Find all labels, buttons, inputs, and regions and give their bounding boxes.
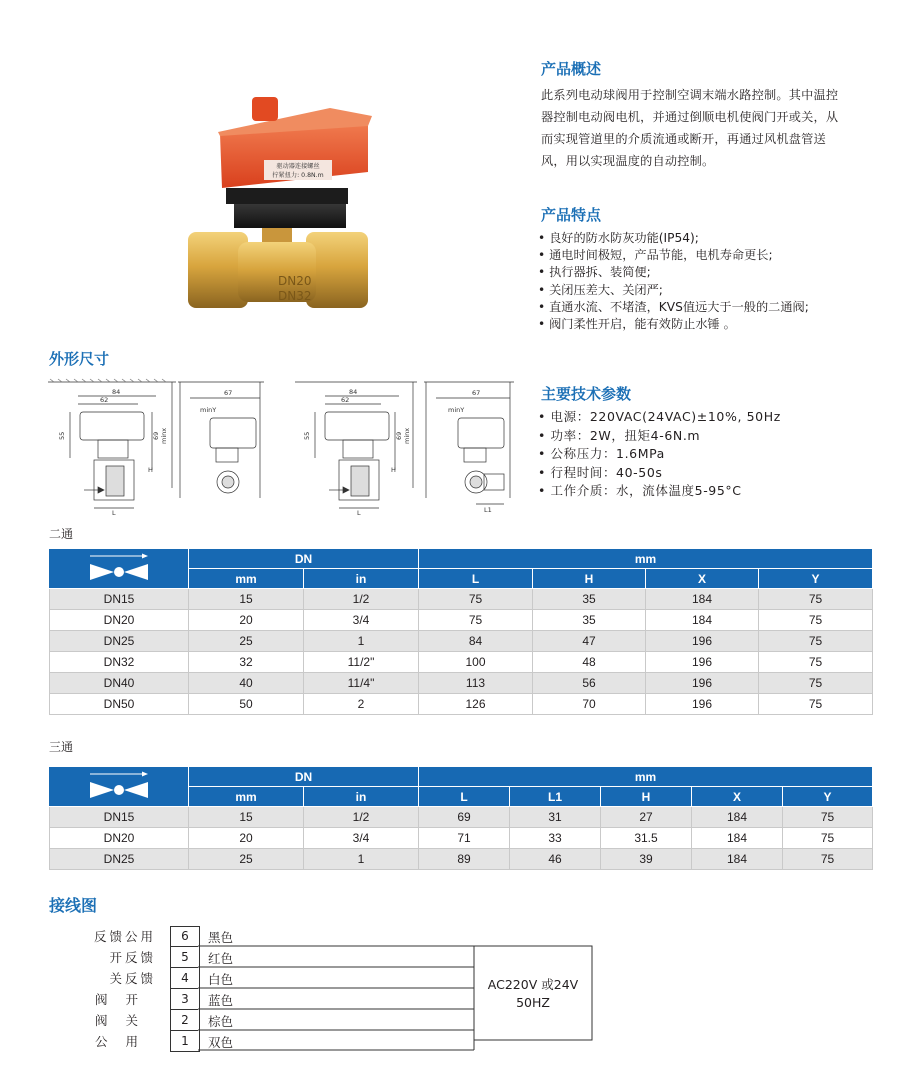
- svg-text:69: 69: [152, 431, 160, 440]
- table-cell: 75: [759, 610, 873, 631]
- table-cell: 15: [189, 807, 304, 828]
- table-cell: DN15: [50, 807, 189, 828]
- terminal-number: 4: [181, 971, 189, 985]
- table-cell: 196: [646, 631, 759, 652]
- svg-text:L1: L1: [484, 506, 492, 514]
- table-cell: 75: [759, 673, 873, 694]
- table-cell: 100: [419, 652, 533, 673]
- svg-text:minx: minx: [160, 427, 168, 444]
- column-header: in: [304, 569, 419, 589]
- table-cell: 25: [189, 849, 304, 870]
- power-supply-box: [474, 976, 592, 1012]
- table-2way: [49, 549, 873, 715]
- label-line1: 驱动器连接螺丝: [276, 163, 320, 170]
- terminal-number: 6: [181, 929, 189, 943]
- svg-text:67: 67: [472, 389, 481, 397]
- svg-text:55: 55: [303, 431, 311, 440]
- table-cell: 75: [759, 652, 873, 673]
- table-cell: 184: [692, 849, 783, 870]
- table-cell: 196: [646, 694, 759, 715]
- table-cell: 1/2: [304, 589, 419, 610]
- svg-text:67: 67: [224, 389, 233, 397]
- column-header: L1: [510, 787, 601, 807]
- wire-color: 黑色: [208, 930, 234, 945]
- feature-item: • 直通水流、不堵渣，KVS值远大于一般的二通阀;: [538, 299, 898, 316]
- table-row: [50, 631, 873, 652]
- table-cell: 1: [304, 631, 419, 652]
- overview-title: 产品概述: [541, 60, 602, 78]
- overview-line: 而实现管道里的介质流通或断开，再通过风机盘管送: [541, 132, 826, 146]
- table-cell: 2: [304, 694, 419, 715]
- overview-line: 器控制电动阀电机，并通过倒顺电机使阀门开或关，从: [541, 110, 839, 124]
- feature-item: • 关闭压差大、关闭严;: [538, 282, 898, 299]
- table-cell: DN20: [50, 610, 189, 631]
- table-row: [50, 589, 873, 610]
- group-header-dn: DN: [189, 767, 419, 787]
- wire-label: 反馈公用: [93, 929, 156, 944]
- group-header-mm: mm: [419, 549, 873, 569]
- table-3way: [49, 767, 873, 870]
- table-cell: 25: [189, 631, 304, 652]
- param-item: • 公称压力：1.6MPa: [538, 445, 878, 464]
- terminal-number: 1: [181, 1034, 189, 1048]
- overview-line: 风，用以实现温度的自动控制。: [541, 154, 715, 168]
- table-cell: DN20: [50, 828, 189, 849]
- param-item: • 行程时间：40-50s: [538, 464, 878, 483]
- table-cell: 184: [646, 589, 759, 610]
- table-cell: 75: [759, 694, 873, 715]
- feature-item: • 执行器拆、装简便;: [538, 264, 898, 281]
- table-row: [50, 807, 873, 828]
- feature-item: • 阀门柔性开启，能有效防止水锤 。: [538, 316, 898, 333]
- terminal-block: [170, 926, 200, 1052]
- table-cell: 89: [419, 849, 510, 870]
- svg-text:69: 69: [395, 431, 403, 440]
- valve-symbol-icon: [50, 549, 189, 589]
- features-list: [538, 230, 898, 333]
- wire-color: 双色: [208, 1035, 234, 1050]
- table-cell: 33: [510, 828, 601, 849]
- table-cell: 31: [510, 807, 601, 828]
- table-2way-body: [50, 589, 873, 715]
- svg-text:62: 62: [341, 396, 350, 404]
- svg-text:84: 84: [349, 388, 358, 396]
- table-cell: 70: [533, 694, 646, 715]
- product-photo: [180, 92, 380, 322]
- table-row: [50, 828, 873, 849]
- supply-voltage: AC220V 或24V: [487, 977, 579, 992]
- dimension-drawing-3way-front: [422, 378, 517, 516]
- column-header: in: [304, 787, 419, 807]
- table-cell: 31.5: [601, 828, 692, 849]
- table-row: [50, 652, 873, 673]
- table-cell: 48: [533, 652, 646, 673]
- table-cell: 35: [533, 610, 646, 631]
- group-header-dn: DN: [189, 549, 419, 569]
- table-cell: 75: [759, 631, 873, 652]
- table-cell: DN40: [50, 673, 189, 694]
- table-cell: DN50: [50, 694, 189, 715]
- wire-color: 蓝色: [208, 993, 234, 1008]
- dimension-drawing-2way-side: [48, 378, 178, 516]
- table-cell: 1/2: [304, 807, 419, 828]
- table-cell: 184: [646, 610, 759, 631]
- table-cell: 27: [601, 807, 692, 828]
- table-cell: 75: [419, 610, 533, 631]
- table-cell: 75: [783, 807, 873, 828]
- svg-text:minY: minY: [200, 406, 217, 414]
- dimension-drawing-3way-side: [295, 378, 420, 516]
- table-cell: 69: [419, 807, 510, 828]
- table-cell: DN15: [50, 589, 189, 610]
- table-cell: 20: [189, 828, 304, 849]
- table-cell: 39: [601, 849, 692, 870]
- table-cell: 56: [533, 673, 646, 694]
- group-header-mm: mm: [419, 767, 873, 787]
- supply-frequency: 50HZ: [516, 995, 550, 1010]
- wire-label: 阀关: [94, 1013, 156, 1028]
- table-cell: 11/4": [304, 673, 419, 694]
- wiring-title: 接线图: [49, 896, 98, 915]
- valve-symbol-icon: [50, 767, 189, 807]
- params-list: [538, 408, 878, 501]
- table-3way-caption: 三通: [49, 740, 74, 754]
- svg-text:H: H: [148, 466, 153, 474]
- table-cell: 1: [304, 849, 419, 870]
- body-mark-1: DN20: [278, 274, 312, 288]
- column-header: H: [601, 787, 692, 807]
- svg-text:55: 55: [58, 431, 66, 440]
- column-header: X: [692, 787, 783, 807]
- features-title: 产品特点: [541, 206, 602, 224]
- body-mark-2: DN32: [278, 289, 312, 303]
- table-row: [50, 673, 873, 694]
- column-header: mm: [189, 787, 304, 807]
- table-cell: 75: [783, 849, 873, 870]
- table-cell: 84: [419, 631, 533, 652]
- column-header: mm: [189, 569, 304, 589]
- wire-label: 公用: [94, 1034, 156, 1049]
- table-row: [50, 610, 873, 631]
- table-cell: 32: [189, 652, 304, 673]
- table-cell: 75: [419, 589, 533, 610]
- svg-text:L: L: [112, 509, 116, 516]
- feature-item: • 通电时间极短，产品节能，电机寿命更长;: [538, 247, 898, 264]
- table-cell: 3/4: [304, 828, 419, 849]
- dimension-drawing-2way-front: [176, 378, 266, 516]
- table-cell: 71: [419, 828, 510, 849]
- table-cell: 47: [533, 631, 646, 652]
- column-header: Y: [759, 569, 873, 589]
- svg-text:L: L: [357, 509, 361, 516]
- table-cell: DN25: [50, 631, 189, 652]
- table-cell: 184: [692, 828, 783, 849]
- table-cell: 196: [646, 673, 759, 694]
- column-header: H: [533, 569, 646, 589]
- terminal-number: 2: [181, 1013, 189, 1027]
- column-header: L: [419, 569, 533, 589]
- params-title: 主要技术参数: [541, 385, 632, 403]
- svg-text:minx: minx: [403, 427, 411, 444]
- param-item: • 电源：220VAC(24VAC)±10%, 50Hz: [538, 408, 878, 427]
- table-row: [50, 849, 873, 870]
- wire-label: 开反馈: [109, 950, 156, 965]
- param-item: • 工作介质：水，流体温度5-95°C: [538, 482, 878, 501]
- wire-color: 棕色: [208, 1014, 234, 1029]
- table-cell: 126: [419, 694, 533, 715]
- table-cell: 75: [783, 828, 873, 849]
- column-header: X: [646, 569, 759, 589]
- table-cell: 40: [189, 673, 304, 694]
- table-cell: 75: [759, 589, 873, 610]
- overview-line: 此系列电动球阀用于控制空调末端水路控制。其中温控: [541, 88, 839, 102]
- svg-text:62: 62: [100, 396, 109, 404]
- svg-text:H: H: [391, 466, 396, 474]
- wire-label: 阀开: [94, 992, 156, 1007]
- wire-label: 关反馈: [109, 971, 156, 986]
- svg-text:minY: minY: [448, 406, 465, 414]
- table-cell: DN32: [50, 652, 189, 673]
- dimensions-title: 外形尺寸: [49, 350, 110, 368]
- table-row: [50, 694, 873, 715]
- column-header: Y: [783, 787, 873, 807]
- table-cell: 184: [692, 807, 783, 828]
- param-item: • 功率：2W，扭矩4-6N.m: [538, 427, 878, 446]
- svg-text:84: 84: [112, 388, 121, 396]
- table-cell: DN25: [50, 849, 189, 870]
- table-cell: 15: [189, 589, 304, 610]
- table-cell: 113: [419, 673, 533, 694]
- overview-text: [541, 84, 891, 172]
- feature-item: • 良好的防水防灰功能(IP54);: [538, 230, 898, 247]
- table-cell: 3/4: [304, 610, 419, 631]
- table-cell: 196: [646, 652, 759, 673]
- terminal-number: 3: [181, 992, 189, 1006]
- wire-color: 红色: [208, 951, 234, 966]
- table-cell: 50: [189, 694, 304, 715]
- terminal-number: 5: [181, 950, 189, 964]
- column-header: L: [419, 787, 510, 807]
- table-2way-caption: 二通: [49, 527, 74, 541]
- table-cell: 11/2": [304, 652, 419, 673]
- table-cell: 46: [510, 849, 601, 870]
- table-cell: 20: [189, 610, 304, 631]
- wire-color: 白色: [208, 972, 234, 987]
- table-cell: 35: [533, 589, 646, 610]
- label-line2: 拧紧扭力: 0.8N.m: [272, 172, 324, 179]
